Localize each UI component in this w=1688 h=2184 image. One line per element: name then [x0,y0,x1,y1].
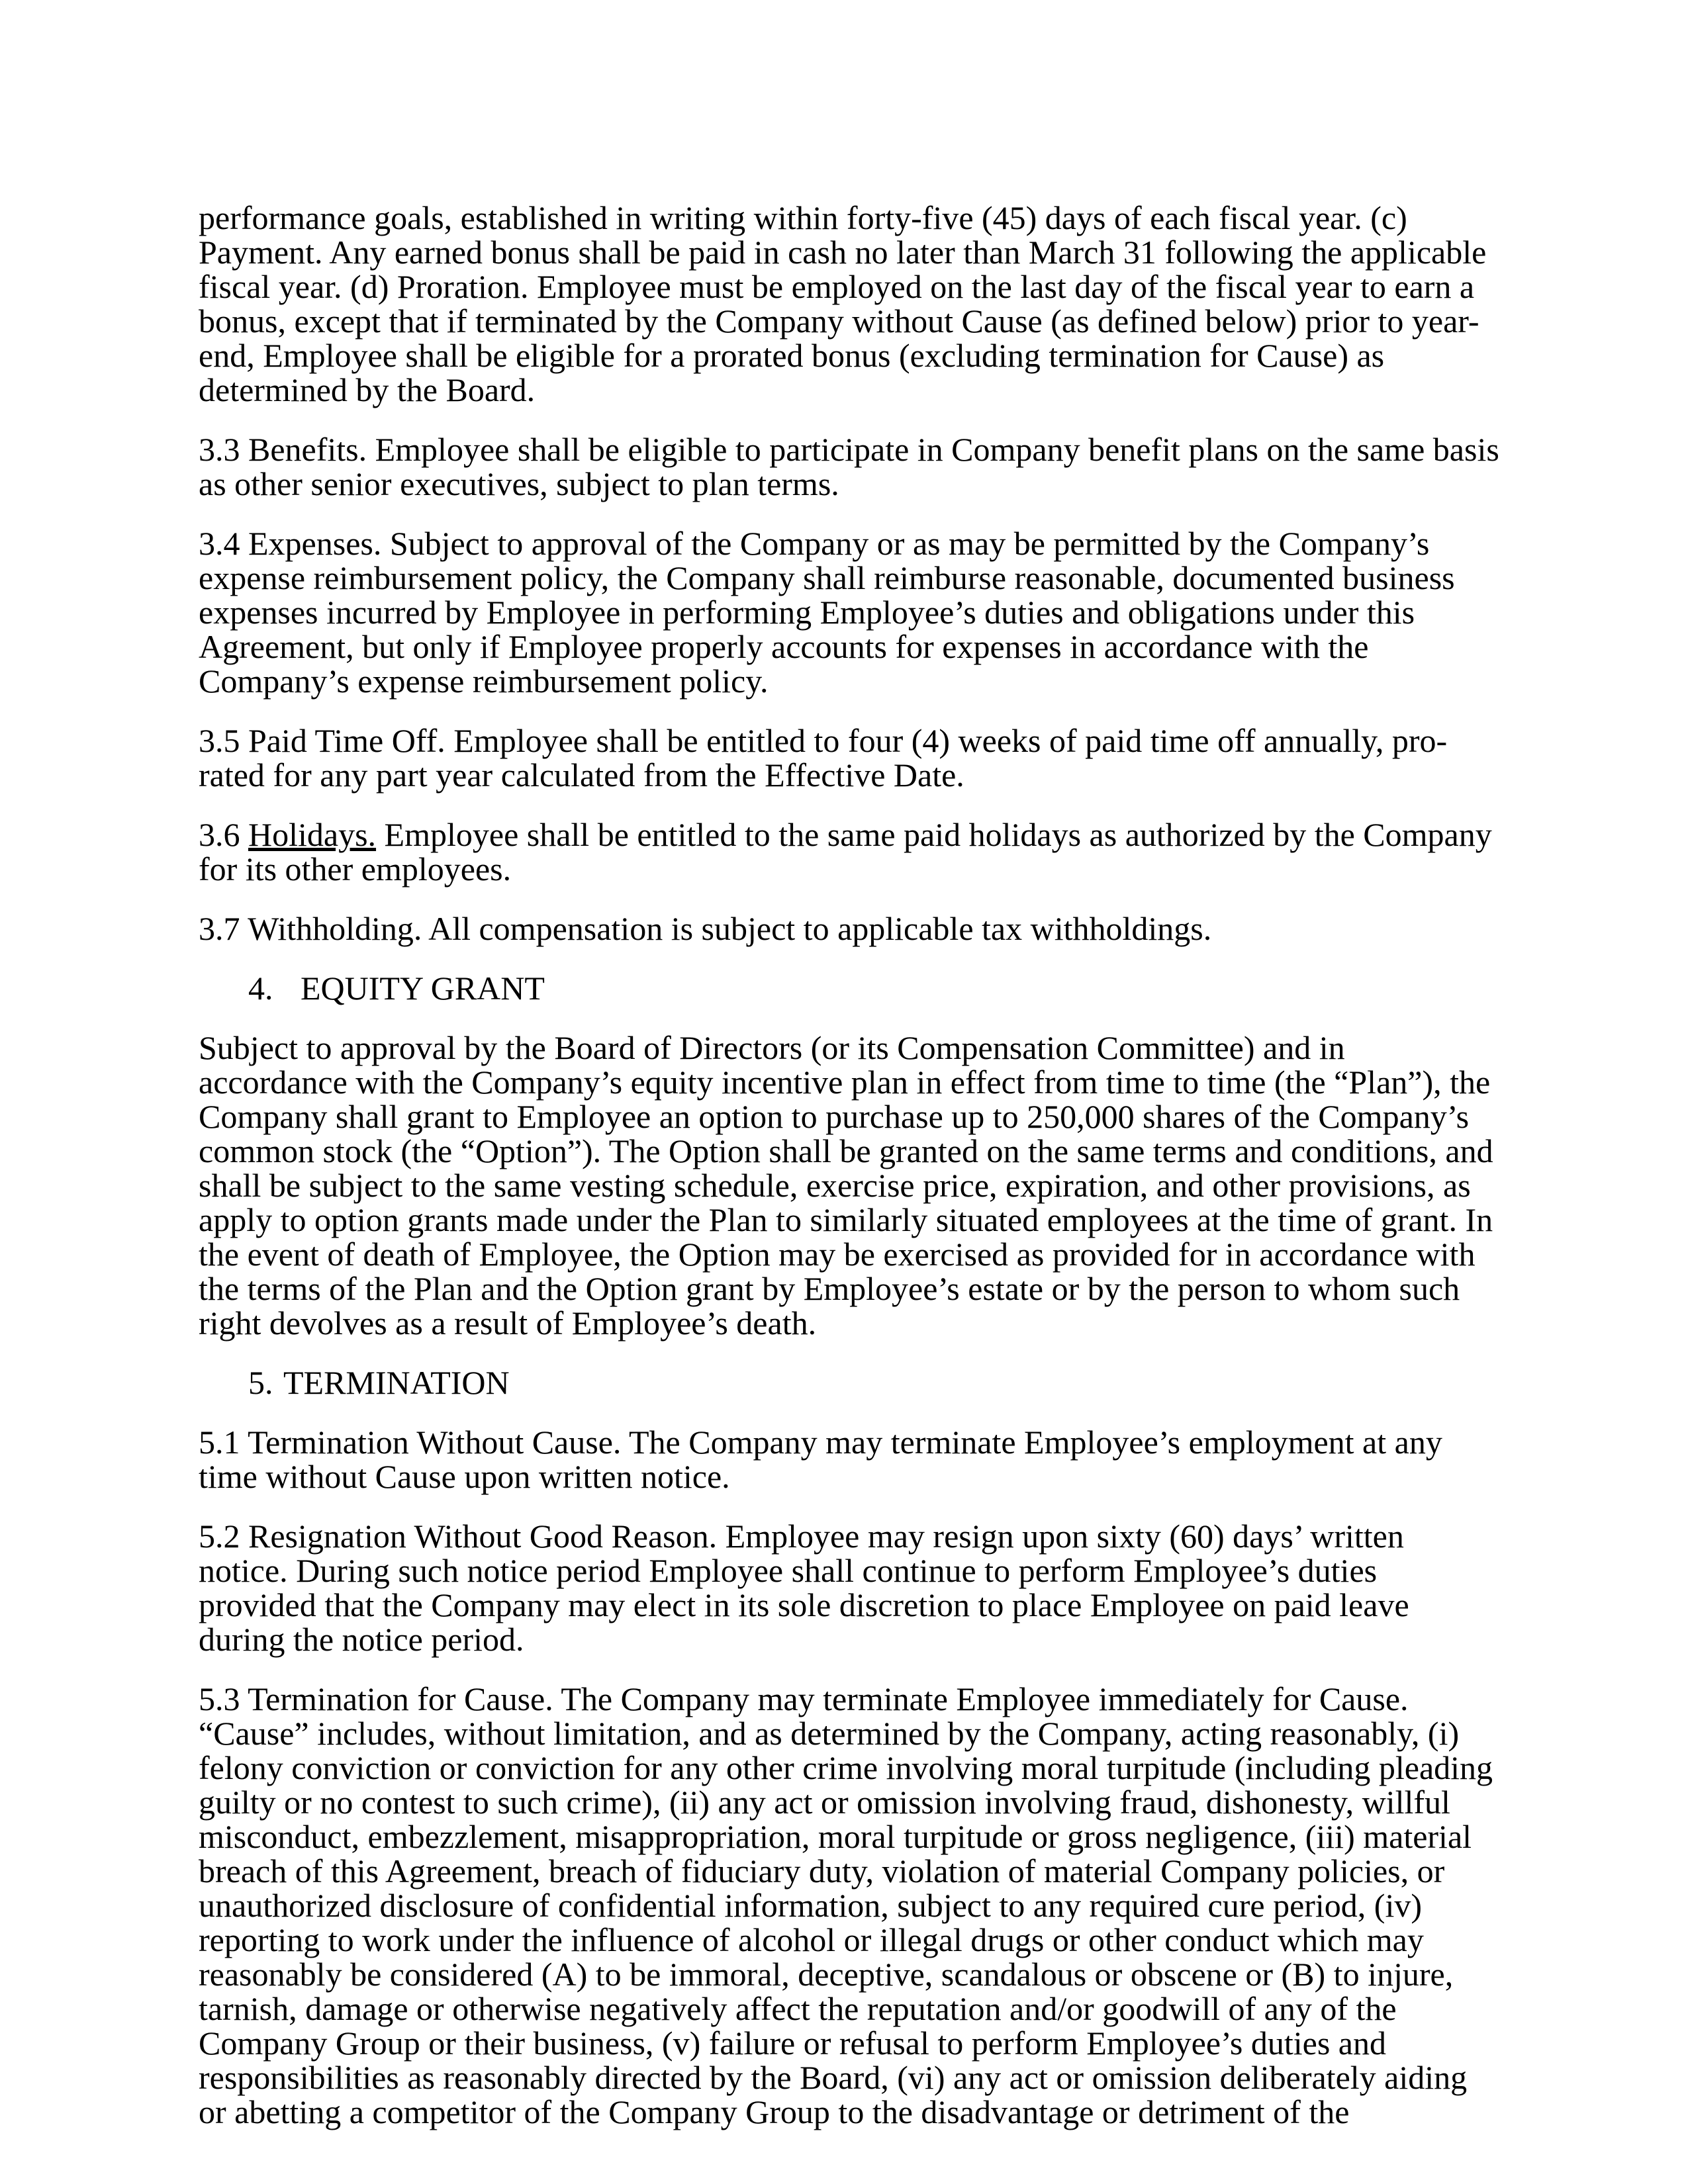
section-3-6-underlined-title: Holidays. [248,816,377,853]
paragraph-section-3-7-withholding: 3.7 Withholding. All compensation is subject to applicable tax withholdings. [199,910,1212,947]
paragraph-section-5-3-termination-for-cause: 5.3 Termination for Cause. The Company may terminate Employee immediately for Cause. “Cause” includes, without limitation, and as determined by the Company, acting reasonably, (i) felony conviction or conviction for any other crime involving moral turpitude (including pleading guilty or no contest to such crime), (ii) any act or omission involving fraud, dishonesty, willful misconduct, embezzlement, misappropriation, moral turpitude or gross negligence, (iii) material breach of this Agreement, breach of fiduciary duty, violation of material Company policies, or unauthorized disclosure of confidential information, subject to any required cure period, (iv) reporting to work under the influence of alcohol or illegal drugs or other conduct which may reasonably be considered (A) to be immoral, deceptive, scandalous or obscene or (B) to injure, tarnish, damage or otherwise negatively affect the reputation and/or goodwill of any of the Company Group or their business, (v) failure or refusal to perform Employee’s duties and responsibilities as reasonably directed by the Board, (vi) any act or omission deliberately aiding or abetting a competitor of the Company Group to the disadvantage or detriment of the [199,1680,1493,2130]
heading-equity-grant-title: EQUITY GRANT [301,970,545,1007]
paragraph-section-3-5-paid-time-off: 3.5 Paid Time Off. Employee shall be entitled to four (4) weeks of paid time off annually, pro-rated for any part year calculated from the Effective Date. [199,722,1448,794]
paragraph-section-5-2-resignation-without-good-reason: 5.2 Resignation Without Good Reason. Employee may resign upon sixty (60) days’ written notice. During such notice period Employee shall continue to perform Employee’s duties provided that the Company may elect in its sole discretion to place Employee on paid leave during the notice period. [199,1518,1409,1658]
paragraph-equity-grant-body: Subject to approval by the Board of Directors (or its Compensation Committee) and in accordance with the Company’s equity incentive plan in effect from time to time (the “Plan”), the Company shall grant to Employee an option to purchase up to 250,000 shares of the Company’s common stock (the “Option”). The Option shall be granted on the same terms and conditions, and shall be subject to the same vesting schedule, exercise price, expiration, and other provisions, as apply to option grants made under the Plan to similarly situated employees at the time of grant. In the event of death of Employee, the Option may be exercised as provided for in accordance with the terms of the Plan and the Option grant by Employee’s estate or by the person to whom such right devolves as a result of Employee’s death. [199,1029,1493,1342]
section-3-6-body: Employee shall be entitled to the same paid holidays as authorized by the Company for its other employees. [199,816,1492,887]
heading-equity-grant-number: 4. [248,970,273,1007]
heading-termination-title: TERMINATION [283,1364,510,1401]
paragraph-section-5-1-termination-without-cause: 5.1 Termination Without Cause. The Company may terminate Employee’s employment at any time without Cause upon written notice. [199,1424,1442,1495]
section-3-6-number: 3.6 [199,816,248,853]
paragraph-section-3-6-holidays [199,817,1499,886]
paragraph-section-3-3-benefits: 3.3 Benefits. Employee shall be eligible to participate in Company benefit plans on the same basis as other senior executives, subject to plan terms. [199,431,1499,502]
heading-termination [199,1365,1499,1400]
heading-equity-grant [199,971,1499,1005]
heading-termination-number: 5. [248,1364,273,1401]
paragraph-bonus-continuation: performance goals, established in writing within forty-five (45) days of each fiscal year. (c) Payment. Any earned bonus shall be paid in cash no later than March 31 following the applicable fiscal year. (d) Proration. Employee must be employed on the last day of the fiscal year to earn a bonus, except that if terminated by the Company without Cause (as defined below) prior to year-end, Employee shall be eligible for a prorated bonus (excluding termination for Cause) as determined by the Board. [199,199,1487,408]
paragraph-section-3-4-expenses: 3.4 Expenses. Subject to approval of the Company or as may be permitted by the Company’s expense reimbursement policy, the Company shall reimburse reasonable, documented business expenses incurred by Employee in performing Employee’s duties and obligations under this Agreement, but only if Employee properly accounts for expenses in accordance with the Company’s expense reimbursement policy. [199,525,1455,700]
